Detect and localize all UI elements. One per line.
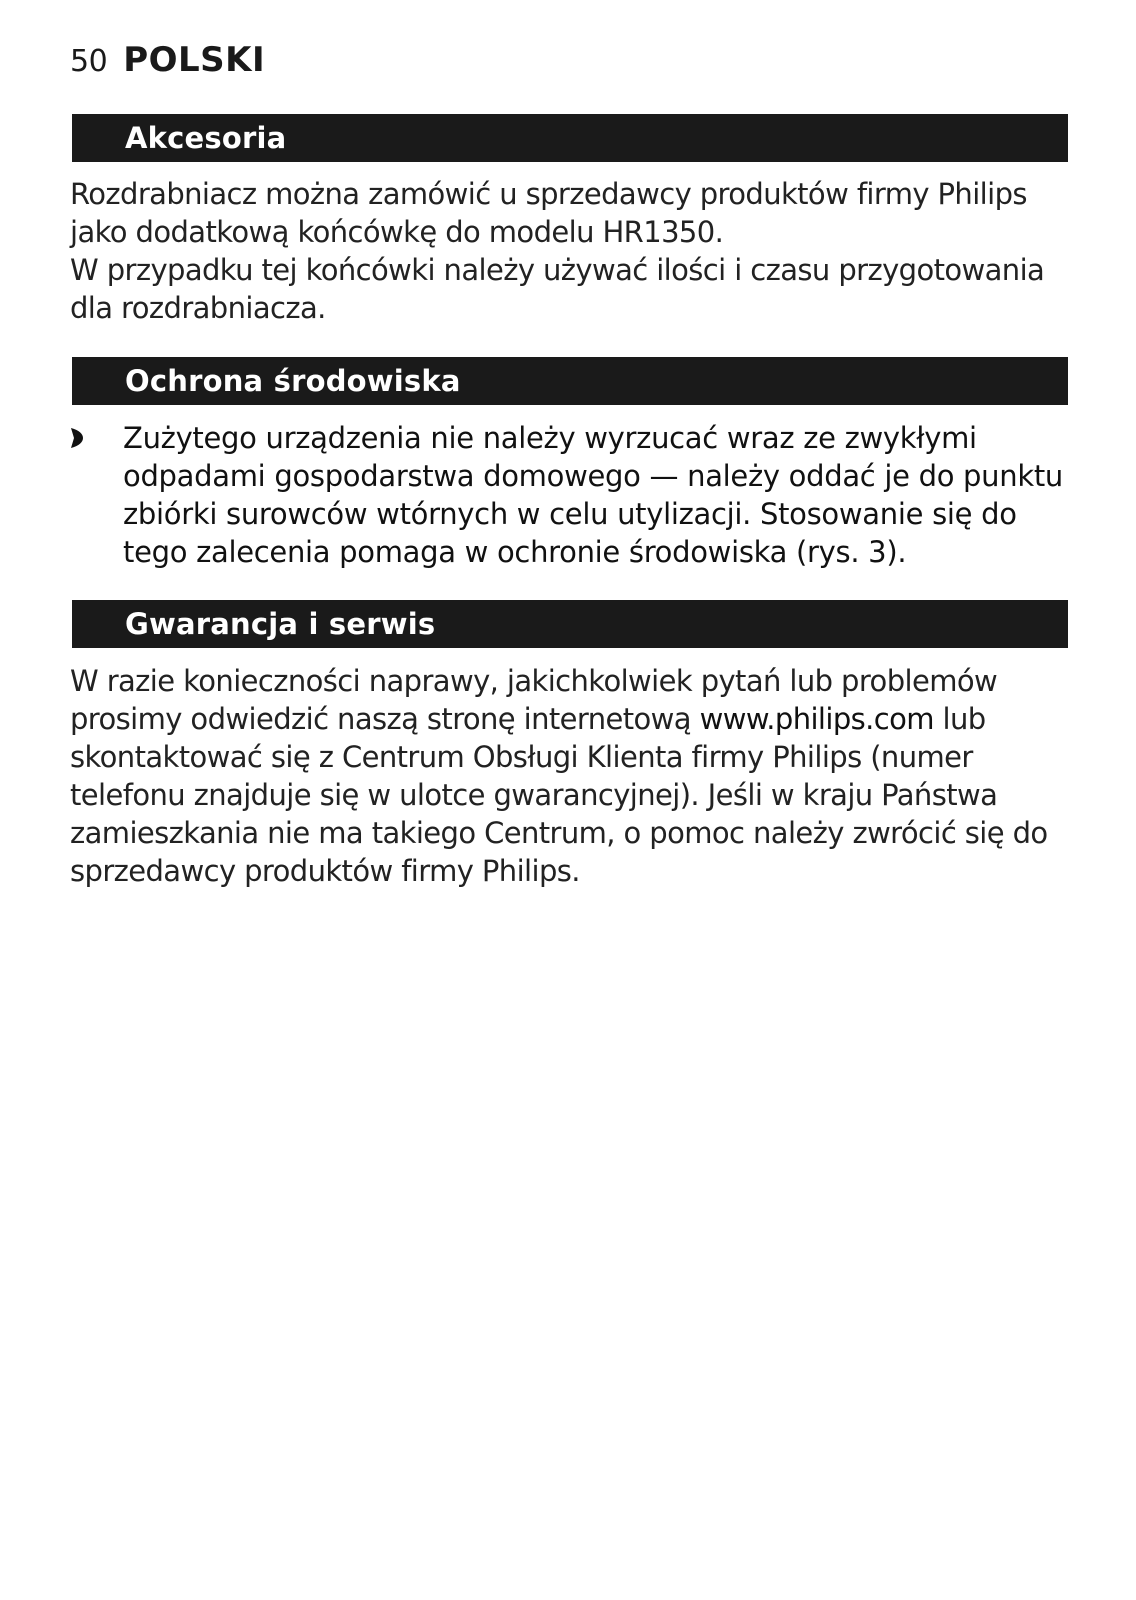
warranty-paragraph <box>70 662 1070 890</box>
list-item <box>70 419 1070 571</box>
page-header <box>70 40 265 84</box>
warranty-text-before-link: W razie konieczności naprawy, jakichkolwiek pytań lub problemów prosimy odwiedzić naszą stronę internetową <box>70 664 998 736</box>
environment-bullet-text: Zużytego urządzenia nie należy wyrzucać wraz ze zwykłymi odpadami gospodarstwa domowego — należy oddać je do punktu zbiórki surowców wtórnych w celu utylizacji. Stosowanie się do tego zalecenia pomaga w ochronie środowiska (rys. 3). <box>123 421 1063 569</box>
page-number: 50 <box>70 44 108 79</box>
section-heading-warranty: Gwarancja i serwis <box>72 600 1068 648</box>
section-heading-accessories: Akcesoria <box>72 114 1068 162</box>
philips-website-link[interactable]: www.philips.com <box>699 702 934 736</box>
warranty-body <box>70 662 1070 890</box>
page-language-title: POLSKI <box>123 40 266 80</box>
environment-bullet-list <box>70 419 1070 571</box>
warranty-text-after-link: lub skontaktować się z Centrum Obsługi Klienta firmy Philips (numer telefonu znajduje się w ulotce gwarancyjnej). Jeśli w kraju Państwa zamieszkania nie ma takiego Centrum, o pomoc należy zwrócić się do sprzedawcy produktów firmy Philips. <box>70 702 1048 888</box>
accessories-body <box>70 175 1070 327</box>
arrow-bullet-icon <box>70 419 123 571</box>
section-heading-environment: Ochrona środowiska <box>72 357 1068 405</box>
accessories-paragraph-1: Rozdrabniacz można zamówić u sprzedawcy produktów firmy Philips jako dodatkową końcówkę do modelu HR1350. <box>70 177 1027 249</box>
accessories-paragraph-2: W przypadku tej końcówki należy używać ilości i czasu przygotowania dla rozdrabniacza. <box>70 253 1045 325</box>
